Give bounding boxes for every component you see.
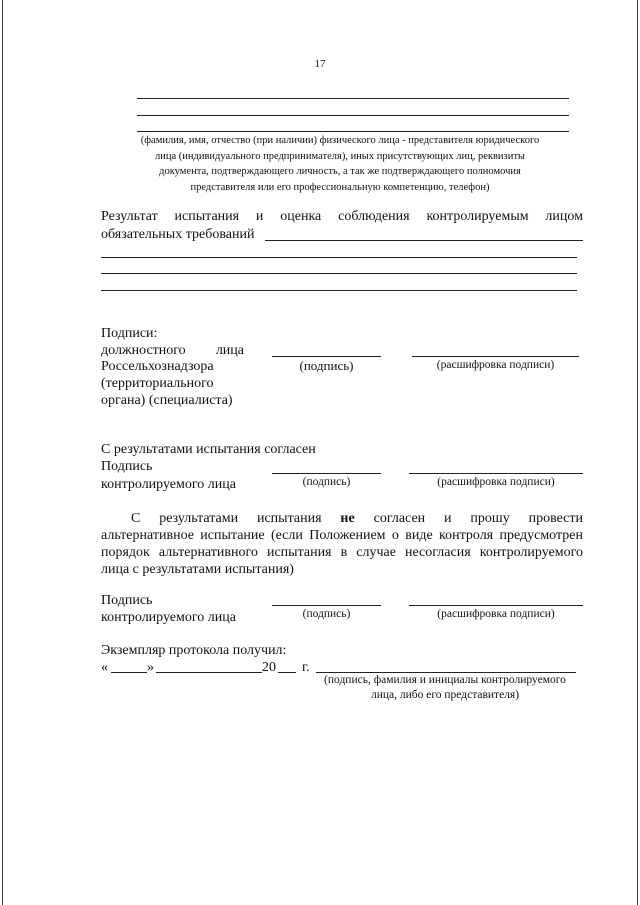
result-blank-2[interactable] — [101, 257, 577, 258]
inspector-signature-line[interactable] — [272, 356, 381, 357]
disagree-signature-label-1: Подпись — [101, 593, 153, 608]
inspector-label-4: органа) (специалиста) — [101, 393, 233, 408]
receipt-caption-line-2: лица, либо его представителя) — [370, 689, 520, 701]
agree-heading: С результатами испытания согласен — [101, 442, 316, 457]
agree-signature-caption: (подпись) — [302, 476, 351, 488]
inspector-decode-caption: (расшифровка подписи) — [436, 359, 555, 371]
agree-signature-label-1: Подпись — [101, 459, 153, 474]
inspector-decode-line[interactable] — [412, 356, 579, 357]
receipt-year-prefix: 20 — [262, 660, 276, 675]
inspector-label-1: должностного лица — [101, 343, 244, 358]
result-blank-1[interactable] — [265, 240, 583, 241]
disagree-text-part-1: С результатами испытания — [131, 511, 322, 526]
disagree-signature-label-2: контролируемого лица — [101, 610, 236, 625]
person-line-3[interactable] — [137, 131, 569, 132]
result-line-2: обязательных требований — [101, 227, 255, 242]
agree-decode-caption: (расшифровка подписи) — [437, 476, 555, 488]
receipt-quote-open: « — [101, 660, 108, 675]
person-caption-line-4: представителя или его профессиональную компетенцию, телефон) — [190, 181, 490, 193]
receipt-year-suffix: г. — [302, 660, 310, 675]
disagree-line-4: лица с результатами испытания) — [101, 562, 294, 577]
receipt-month-line[interactable] — [156, 672, 262, 673]
disagree-negation: не — [340, 511, 355, 526]
person-caption-line-1: (фамилия, имя, отчество (при наличии) физического лица - представителя юридического — [140, 135, 540, 146]
result-blank-3[interactable] — [101, 273, 577, 274]
person-caption-line-3: документа, подтверждающего личность, а так же подтверждающего полномочия — [159, 166, 521, 177]
receipt-heading: Экземпляр протокола получил: — [101, 643, 287, 658]
result-line-1: Результат испытания и оценка соблюдения контролируемым лицом — [101, 209, 583, 224]
page-border-right — [637, 0, 638, 905]
page-number: 17 — [314, 58, 326, 70]
person-line-2[interactable] — [137, 115, 569, 116]
agree-signature-line[interactable] — [272, 473, 381, 474]
result-blank-4[interactable] — [101, 290, 577, 291]
receipt-quote-close: » — [147, 660, 154, 675]
inspector-label-2: Россельхознадзора — [101, 359, 214, 374]
disagree-line-3: порядок альтернативного испытания в случае несогласия контролируемого — [101, 545, 583, 560]
disagree-signature-caption: (подпись) — [302, 608, 351, 620]
disagree-decode-line[interactable] — [409, 605, 583, 606]
disagree-decode-caption: (расшифровка подписи) — [437, 608, 555, 620]
inspector-signature-caption: (подпись) — [299, 358, 354, 373]
agree-signature-label-2: контролируемого лица — [101, 477, 236, 492]
person-caption — [90, 133, 590, 195]
signatures-heading: Подписи: — [101, 326, 158, 341]
disagree-line-2: альтернативное испытание (если Положением о виде контроля предусмотрен — [101, 528, 583, 543]
disagree-line-1 — [131, 510, 583, 528]
receipt-caption-line-1: (подпись, фамилия и инициалы контролируемого — [324, 674, 566, 686]
person-caption-line-2: лица (индивидуального предпринимателя), иных присутствующих лиц, реквизиты — [155, 150, 525, 162]
inspector-label-3: (территориального — [101, 376, 214, 391]
agree-decode-line[interactable] — [409, 473, 583, 474]
disagree-text-part-2: согласен и прошу провести — [373, 511, 584, 526]
page-border-left — [2, 0, 3, 905]
receipt-day-line[interactable] — [111, 672, 147, 673]
disagree-signature-line[interactable] — [272, 605, 381, 606]
person-line-1[interactable] — [137, 98, 569, 99]
receipt-year-line[interactable] — [278, 672, 296, 673]
